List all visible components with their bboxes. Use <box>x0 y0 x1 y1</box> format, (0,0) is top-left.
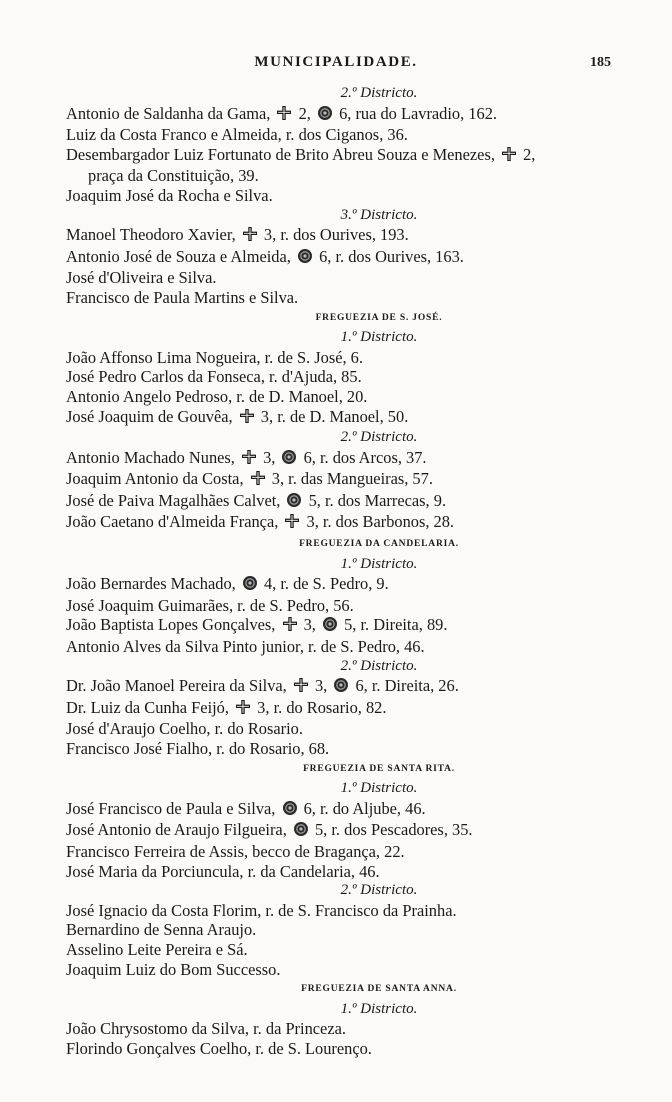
entry-text: João Chrysostomo da Silva, r. da Princeza. <box>66 1019 346 1039</box>
page-number: 185 <box>590 55 611 70</box>
entry-text: 2, <box>294 103 315 123</box>
order-rose-medal-icon <box>297 248 313 269</box>
entry-text: praça da Constituição, 39. <box>88 166 259 186</box>
list-item <box>66 512 664 534</box>
list-item <box>66 1039 664 1059</box>
entry-text: José Antonio de Araujo Filgueira, <box>66 820 291 840</box>
district-heading: 1.º Districto. <box>340 555 418 572</box>
entry-text: José de Paiva Magalhães Calvet, <box>66 490 285 510</box>
entry-text: Antonio Machado Nunes, <box>66 447 239 467</box>
entry-text: 3, <box>299 615 320 635</box>
entry-text: 4, r. de S. Pedro, 9. <box>259 574 389 594</box>
list-item <box>66 145 664 167</box>
entry-text: 6, r. do Aljube, 46. <box>299 798 426 818</box>
entry-text: João Bernardes Machado, <box>66 574 240 594</box>
district-heading: 2.º Districto. <box>340 85 418 101</box>
order-cross-icon <box>239 408 255 429</box>
parish-heading: FREGUEZIA DE SANTA RITA. <box>303 763 455 774</box>
entry-text: José Ignacio da Costa Florim, r. de S. Francisco da Prainha. <box>66 900 457 920</box>
list-item <box>66 1019 664 1039</box>
parish-heading: FREGUEZIA DE SANTA ANNA. <box>301 984 457 995</box>
list-item <box>66 367 664 387</box>
entry-text: 3, r. de D. Manoel, 50. <box>256 406 409 426</box>
entry-text: João Baptista Lopes Gonçalves, <box>66 615 280 635</box>
entry-text: 6, r. Direita, 26. <box>351 676 459 696</box>
entry-text: 6, r. dos Ourives, 163. <box>314 246 464 266</box>
order-cross-icon <box>276 105 292 126</box>
entry-text: Desembargador Luiz Fortunato de Brito Abreu Souza e Menezes, <box>66 144 500 164</box>
entry-text: 3, r. do Rosario, 82. <box>253 697 387 717</box>
order-cross-icon <box>241 449 257 470</box>
entry-text: 3, <box>258 447 280 467</box>
list-item <box>66 574 664 596</box>
entry-text: João Affonso Lima Nogueira, r. de S. José, 6. <box>66 347 363 367</box>
list-item <box>66 960 664 980</box>
entry-text: Asselino Leite Pereira e Sá. <box>66 939 248 959</box>
list-item <box>66 676 664 698</box>
list-item <box>66 940 664 960</box>
entry-text: Francisco José Fialho, r. do Rosario, 68. <box>66 739 330 758</box>
entry-text: 6, r. dos Arcos, 37. <box>299 447 427 467</box>
page-header-title: MUNICIPALIDADE. <box>254 54 418 70</box>
entry-text: José Pedro Carlos da Fonseca, r. d'Ajuda, 85. <box>66 367 362 387</box>
entry-text: Luiz da Costa Franco e Almeida, r. dos Ciganos, 36. <box>66 125 408 145</box>
order-cross-icon <box>501 146 517 167</box>
entry-text: Antonio de Saldanha da Gama, <box>66 103 275 123</box>
entry-text: 5, r. Direita, 89. <box>340 615 448 635</box>
district-heading: 1.º Districto. <box>340 1000 418 1017</box>
list-item <box>66 920 664 940</box>
order-rose-medal-icon <box>322 616 338 637</box>
entry-text: João Caetano d'Almeida França, <box>66 512 283 532</box>
order-rose-medal-icon <box>333 677 349 698</box>
entry-text: Joaquim Antonio da Costa, <box>66 469 248 489</box>
list-item <box>66 698 664 720</box>
list-item <box>66 862 664 882</box>
list-item <box>66 596 664 616</box>
list-item <box>66 186 664 206</box>
list-item <box>66 615 664 637</box>
district-heading: 3.º Districto. <box>340 206 418 223</box>
entry-text: José Maria da Porciuncula, r. da Candelaria, 46. <box>66 861 380 881</box>
list-item <box>66 407 664 429</box>
list-item <box>66 448 664 470</box>
entry-text: Antonio Angelo Pedroso, r. de D. Manoel, 20. <box>66 386 368 406</box>
entry-text: Antonio José de Souza e Almeida, <box>66 246 295 266</box>
list-item <box>66 166 664 186</box>
order-rose-medal-icon <box>242 575 258 596</box>
list-item <box>66 125 664 145</box>
list-item <box>66 247 664 269</box>
district-heading: 1.º Districto. <box>340 329 418 346</box>
list-item <box>66 268 664 288</box>
entry-text: 2, <box>519 144 536 164</box>
entry-text: 3, r. dos Barbonos, 28. <box>302 512 455 532</box>
entry-text: Joaquim Luiz do Bom Successo. <box>66 959 281 979</box>
list-item <box>66 225 664 247</box>
entry-text: 3, r. dos Ourives, 193. <box>259 225 409 245</box>
order-cross-icon <box>250 470 266 491</box>
list-item <box>66 491 664 513</box>
directory-listing <box>66 84 664 1059</box>
order-rose-medal-icon <box>286 492 302 513</box>
entry-text: 6, rua do Lavradio, 162. <box>334 103 498 123</box>
order-cross-icon <box>282 616 298 637</box>
order-cross-icon <box>284 513 300 534</box>
order-rose-medal-icon <box>281 449 297 470</box>
entry-text: José Joaquim Guimarães, r. de S. Pedro, 56. <box>66 595 354 615</box>
list-item <box>66 348 664 368</box>
entry-text: Dr. João Manoel Pereira da Silva, <box>66 676 291 696</box>
entry-text: Manoel Theodoro Xavier, <box>66 225 240 245</box>
entry-text: 3, r. das Mangueiras, 57. <box>267 469 433 489</box>
parish-heading: FREGUEZIA DA CANDELARIA. <box>299 539 459 550</box>
order-cross-icon <box>235 699 251 720</box>
order-rose-medal-icon <box>282 800 298 821</box>
entry-text: Francisco de Paula Martins e Silva. <box>66 287 299 307</box>
entry-text: Antonio Alves da Silva Pinto junior, r. de S. Pedro, 46. <box>66 637 425 657</box>
entry-text: Florindo Gonçalves Coelho, r. de S. Lourenço. <box>66 1038 372 1058</box>
list-item <box>66 842 664 862</box>
list-item <box>66 719 664 739</box>
entry-text: José Francisco de Paula e Silva, <box>66 798 280 818</box>
entry-text: José Joaquim de Gouvêa, <box>66 406 237 426</box>
entry-text: Joaquim José da Rocha e Silva. <box>66 185 273 205</box>
entry-text: 3, <box>310 676 332 696</box>
list-item <box>66 387 664 407</box>
parish-heading: FREGUEZIA DE S. JOSÉ. <box>315 312 443 323</box>
entry-text: Bernardino de Senna Araujo. <box>66 920 257 940</box>
entry-text: 5, r. dos Marrecas, 9. <box>304 490 447 510</box>
district-heading: 2.º Districto. <box>340 657 418 674</box>
order-rose-medal-icon <box>317 105 333 126</box>
list-item <box>66 469 664 491</box>
list-item <box>66 637 664 657</box>
district-heading: 2.º Districto. <box>340 882 418 899</box>
entry-text: José d'Oliveira e Silva. <box>66 268 217 288</box>
entry-text: Dr. Luiz da Cunha Feijó, <box>66 697 234 717</box>
district-heading: 1.º Districto. <box>340 780 418 797</box>
entry-text: Francisco Ferreira de Assis, becco de Bragança, 22. <box>66 841 405 861</box>
list-item <box>66 739 664 759</box>
order-cross-icon <box>293 677 309 698</box>
list-item <box>66 820 664 842</box>
order-rose-medal-icon <box>293 821 309 842</box>
entry-text: 5, r. dos Pescadores, 35. <box>310 820 473 840</box>
entry-text: José d'Araujo Coelho, r. do Rosario. <box>66 719 303 739</box>
list-item <box>66 901 664 921</box>
order-cross-icon <box>242 226 258 247</box>
list-item <box>66 104 664 126</box>
district-heading: 2.º Districto. <box>340 429 418 446</box>
list-item <box>66 799 664 821</box>
list-item <box>66 288 664 308</box>
